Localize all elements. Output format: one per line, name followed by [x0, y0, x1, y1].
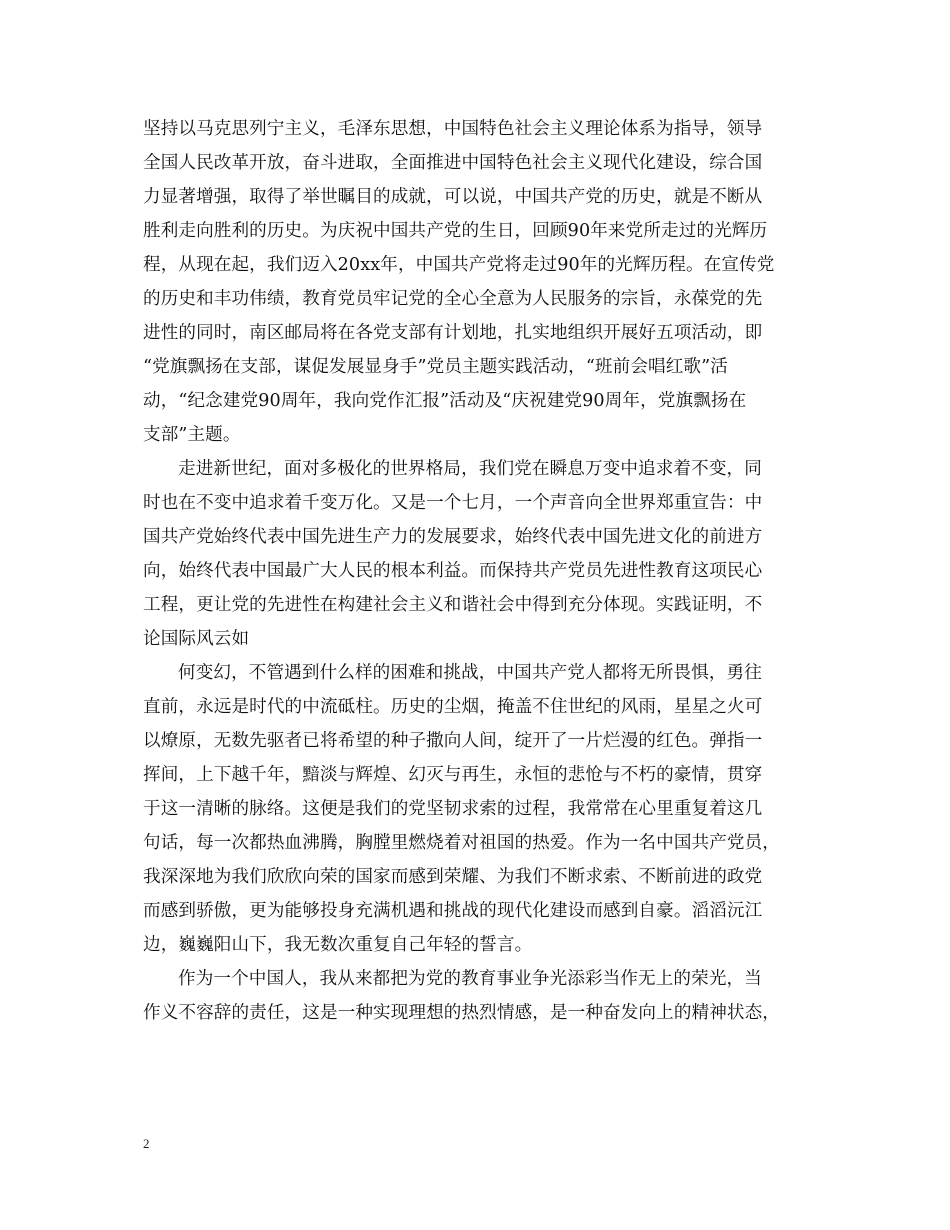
text-line: “党旗飘扬在支部，谋促发展显身手”党员主题实践活动，“班前会唱红歌”活: [143, 357, 728, 377]
text-line: 时也在不变中追求着千变万化。又是一个七月，一个声音向全世界郑重宣告：中: [143, 493, 763, 513]
text-line: 的历史和丰功伟绩，教育党员牢记党的全心全意为人民服务的宗旨，永葆党的先: [143, 289, 763, 309]
paragraph-first-line: 作为一个中国人，我从来都把为党的教育事业争光添彩当作无上的荣光，当: [178, 969, 762, 989]
text-line: 以燎原，无数先驱者已将希望的种子撒向人间，绽开了一片烂漫的红色。弹指一: [143, 731, 763, 751]
text-line: 作义不容辞的责任，这是一种实现理想的热烈情感，是一种奋发向上的精神状态，: [143, 1003, 780, 1023]
text-line: 进性的同时，南区邮局将在各党支部有计划地，扎实地组织开展好五项活动，即: [143, 323, 763, 343]
page-number: 2: [143, 1136, 150, 1151]
text-line: 全国人民改革开放，奋斗进取，全面推进中国特色社会主义现代化建设，综合国: [143, 153, 763, 173]
text-line: 坚持以马克思列宁主义，毛泽东思想，中国特色社会主义理论体系为指导，领导: [143, 119, 763, 139]
text-line: 工程，更让党的先进性在构建社会主义和谐社会中得到充分体现。实践证明，不: [143, 595, 763, 615]
paragraph-first-line: 何变幻，不管遇到什么样的困难和挑战，中国共产党人都将无所畏惧，勇往: [178, 663, 762, 683]
text-line: 我深深地为我们欣欣向荣的国家而感到荣耀、为我们不断求索、不断前进的政党: [143, 867, 763, 887]
text-line: 胜利走向胜利的历史。为庆祝中国共产党的生日，回顾90年来党所走过的光辉历: [143, 221, 768, 241]
text-line: 于这一清晰的脉络。这便是我们的党坚韧求索的过程，我常常在心里重复着这几: [143, 799, 763, 819]
text-line: 国共产党始终代表中国先进生产力的发展要求，始终代表中国先进文化的前进方: [143, 527, 763, 547]
text-line: 力显著增强，取得了举世瞩目的成就，可以说，中国共产党的历史，就是不断从: [143, 187, 763, 207]
paragraph-first-line: 走进新世纪，面对多极化的世界格局，我们党在瞬息万变中追求着不变，同: [178, 459, 762, 479]
text-line: 程，从现在起，我们迈入20xx年，中国共产党将走过90年的光辉历程。在宣传党: [143, 255, 775, 275]
text-line: 论国际风云如: [143, 629, 250, 649]
text-line: 动，“纪念建党90周年，我向党作汇报”活动及“庆祝建党90周年，党旗飘扬在: [143, 391, 747, 411]
text-line: 挥间，上下越千年，黯淡与辉煌、幻灭与再生，永恒的悲怆与不朽的豪情，贯穿: [143, 765, 763, 785]
text-line: 向，始终代表中国最广大人民的根本利益。而保持共产党员先进性教育这项民心: [143, 561, 763, 581]
text-line: 句话，每一次都热血沸腾，胸膛里燃烧着对祖国的热爱。作为一名中国共产党员，: [143, 833, 780, 853]
text-line: 而感到骄傲，更为能够投身充满机遇和挑战的现代化建设而感到自豪。滔滔沅江: [143, 901, 763, 921]
body-text: [143, 112, 811, 1030]
text-line: 边，巍巍阳山下，我无数次重复自己年轻的誓言。: [143, 935, 533, 955]
text-line: 支部”主题。: [143, 425, 241, 445]
text-line: 直前，永远是时代的中流砥柱。历史的尘烟，掩盖不住世纪的风雨，星星之火可: [143, 697, 763, 717]
